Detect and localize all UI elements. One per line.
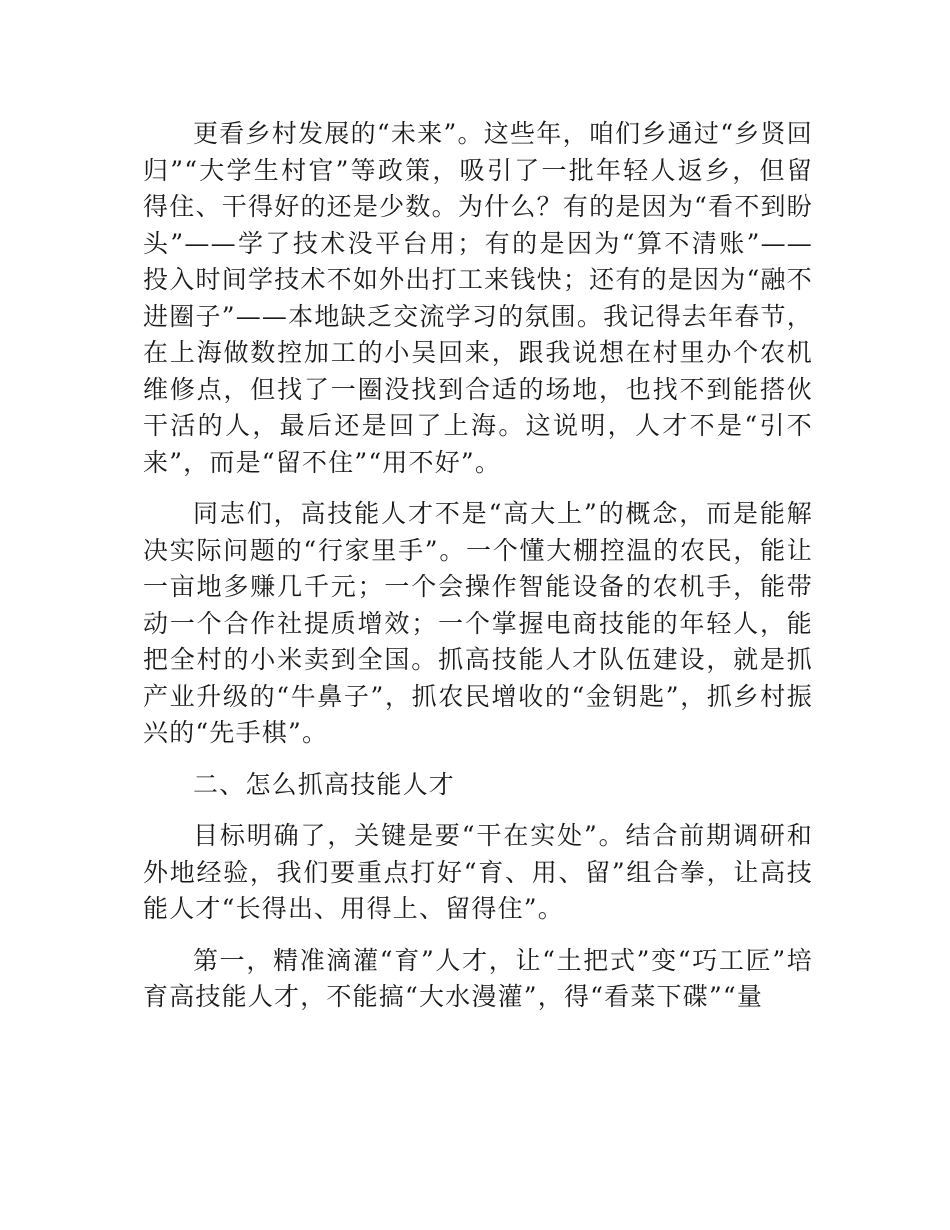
paragraph-first-cultivate-talent: 第一，精准滴灌“育”人才，让“土把式”变“巧工匠”培育高技能人才，不能搞“大水漫灌”，得“看菜下碟”“量 <box>143 945 813 1011</box>
paragraph-future-of-village: 更看乡村发展的“未来”。这些年，咱们乡通过“乡贤回归”“大学生村官”等政策，吸引了一批年轻人返乡，但留得住、干得好的还是少数。为什么？有的是因为“看不到盼头”——学了技术没平台用；有的是因为“算不清账”——投入时间学技术不如外出打工来钱快；还有的是因为“融不进圈子”——本地缺乏交流学习的氛围。我记得去年春节，在上海做数控加工的小吴回来，跟我说想在村里办个农机维修点，但找了一圈没找到合适的场地，也找不到能搭伙干活的人，最后还是回了上海。这说明，人才不是“引不来”，而是“留不住”“用不好”。 <box>143 119 813 477</box>
paragraph-goal-and-approach: 目标明确了，关键是要“干在实处”。结合前期调研和外地经验，我们要重点打好“育、用、留”组合拳，让高技能人才“长得出、用得上、留得住”。 <box>143 821 813 923</box>
paragraph-skilled-talent-concept: 同志们，高技能人才不是“高大上”的概念，而是能解决实际问题的“行家里手”。一个懂大棚控温的农民，能让一亩地多赚几千元；一个会操作智能设备的农机手，能带动一个合作社提质增效；一个掌握电商技能的年轻人，能把全村的小米卖到全国。抓高技能人才队伍建设，就是抓产业升级的“牛鼻子”，抓农民增收的“金钥匙”，抓乡村振兴的“先手棋”。 <box>143 499 813 747</box>
document-body <box>143 116 813 1016</box>
section-heading-how-to-grasp-talent: 二、怎么抓高技能人才 <box>193 769 456 799</box>
